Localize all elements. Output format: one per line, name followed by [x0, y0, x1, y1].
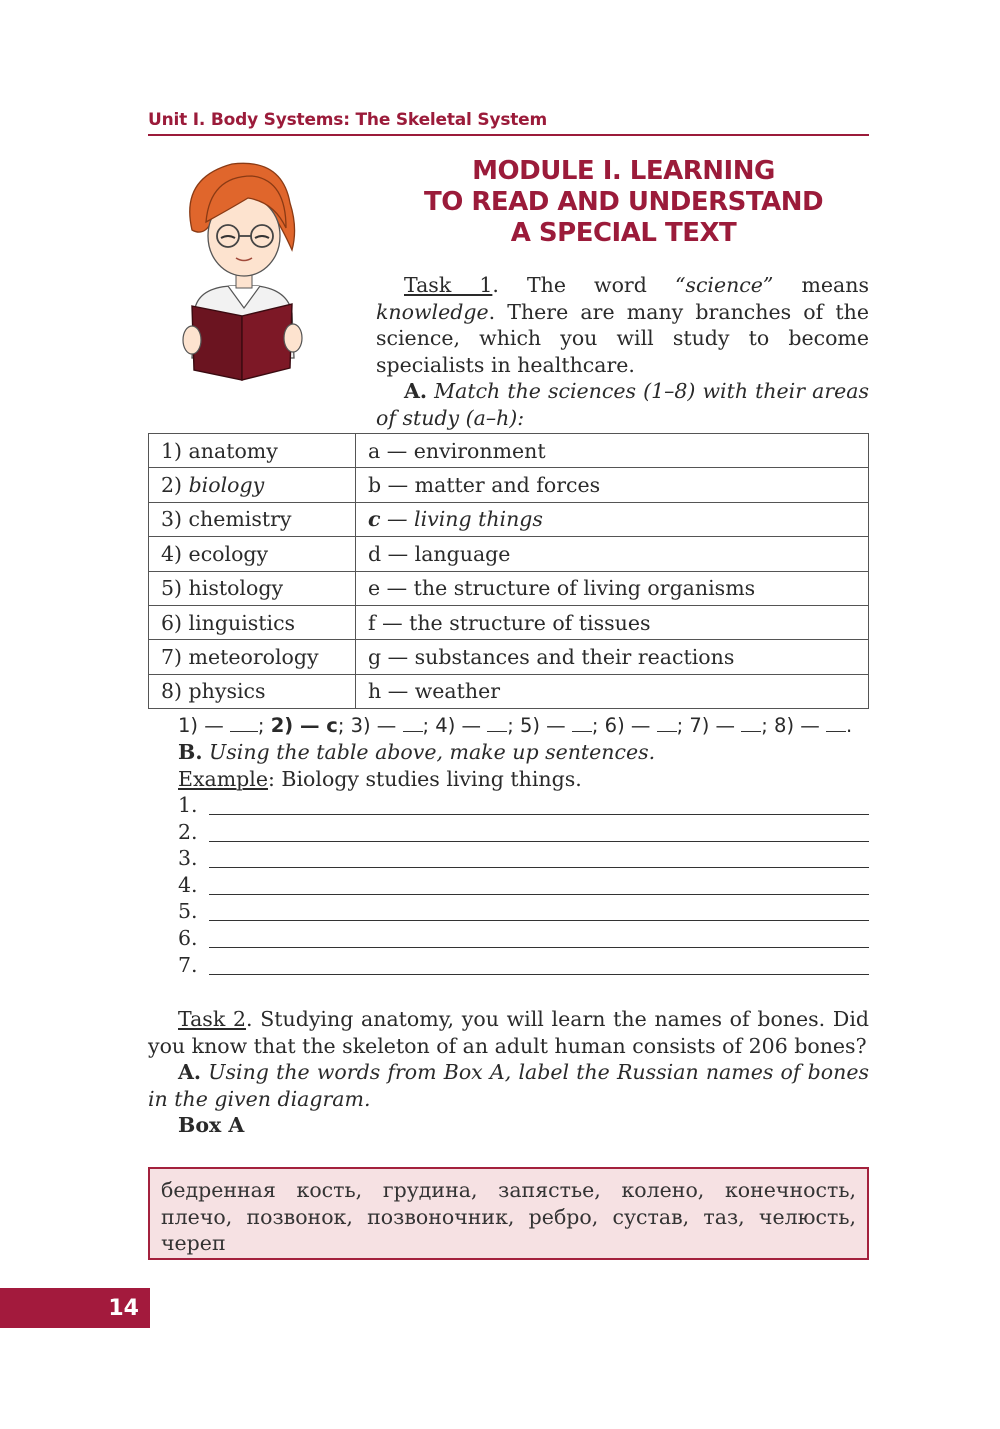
module-title: MODULE I. LEARNING TO READ AND UNDERSTAND A SPECIAL TEXT — [423, 156, 824, 248]
table-row: 3) chemistry c — living things — [149, 502, 869, 536]
answer-blank[interactable] — [826, 716, 846, 732]
hand-right — [284, 324, 302, 352]
answer-blank[interactable] — [657, 716, 677, 732]
matching-table — [148, 433, 869, 709]
answer-line[interactable]: 6. — [178, 926, 869, 953]
answer-key-line: 1) — ; 2) — c; 3) — ; 4) — ; 5) — ; 6) — ; 7) — ; 8) — . — [178, 714, 853, 737]
hand-left — [183, 326, 201, 354]
table-row: 4) ecology d — language — [149, 537, 869, 571]
answer-line[interactable]: 4. — [178, 873, 869, 900]
table-row: 8) physics h — weather — [149, 674, 869, 708]
answer-lines — [178, 793, 869, 979]
answer-blank[interactable] — [487, 716, 507, 732]
answer-line[interactable]: 2. — [178, 820, 869, 847]
task2-label: Task 2 — [178, 1007, 247, 1031]
task1-b: B. Using the table above, make up sentences. Example: Biology studies living things. — [178, 740, 656, 791]
answer-line[interactable]: 5. — [178, 899, 869, 926]
page-number: 14 — [0, 1288, 150, 1328]
answer-line[interactable]: 3. — [178, 846, 869, 873]
box-a: бедренная кость, грудина, запястье, колено, конечность, плечо, позвонок, позвоночник, ребро, сустав, таз, челюсть, череп — [148, 1167, 869, 1260]
table-row: 6) linguistics f — the structure of tissues — [149, 605, 869, 639]
answer-blank[interactable] — [403, 716, 423, 732]
answer-blank[interactable] — [572, 716, 592, 732]
answer-blank[interactable] — [741, 716, 761, 732]
task1-text: Task 1. The word “science” means knowledge. There are many branches of the science, which you will study to become specialists in healthcare. A. Match the sciences (1–8) with their areas of study (a–h): — [376, 273, 869, 430]
answer-line[interactable]: 7. — [178, 953, 869, 980]
answer-line[interactable]: 1. — [178, 793, 869, 820]
table-row: 1) anatomy a — environment — [149, 434, 869, 468]
task1-label: Task 1 — [404, 273, 493, 297]
running-head: Unit I. Body Systems: The Skeletal System — [148, 110, 869, 136]
answer-blank[interactable] — [230, 716, 258, 732]
task2-text: Task 2. Studying anatomy, you will learn the names of bones. Did you know that the skeleton of an adult human consists of 206 bones? A. Using the words from Box A, label the Russian names of bones in the given diagram. Box A — [148, 1007, 869, 1137]
table-row: 5) histology e — the structure of living organisms — [149, 571, 869, 605]
box-a-heading: Box A — [178, 1113, 245, 1137]
student-reading-illustration — [170, 158, 315, 383]
table-row: 2) biology b — matter and forces — [149, 468, 869, 502]
table-row: 7) meteorology g — substances and their reactions — [149, 640, 869, 674]
